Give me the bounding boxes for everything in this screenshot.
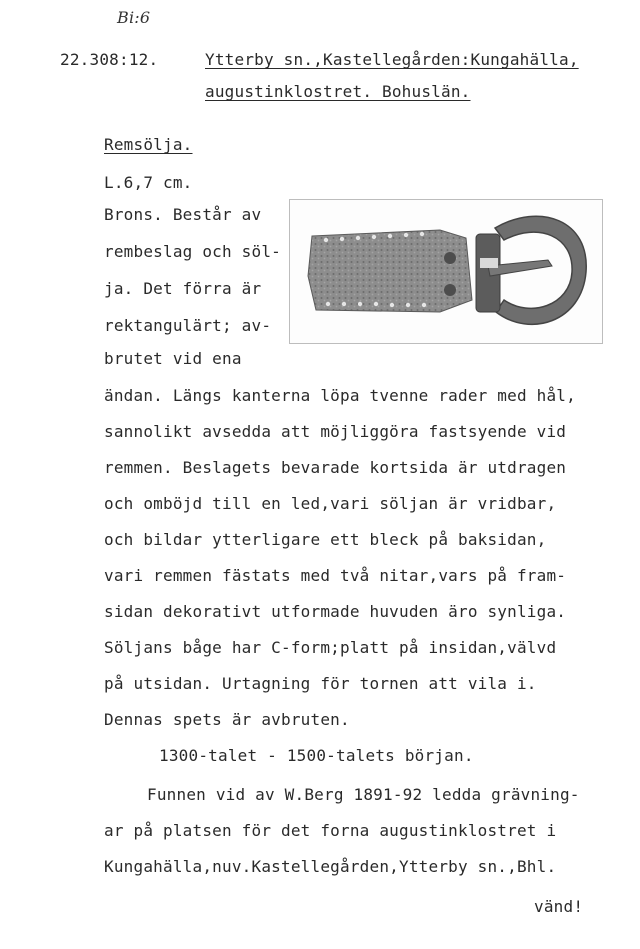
buckle-photograph <box>289 199 603 344</box>
handwritten-mark: Bi:6 <box>117 8 151 27</box>
body-line: remmen. Beslagets bevarade kortsida är utdragen <box>104 458 567 477</box>
body-line: och omböjd till en led,vari söljan är vridbar, <box>104 494 557 513</box>
dating-line: 1300-talet - 1500-talets början. <box>159 746 474 765</box>
body-line: ändan. Längs kanterna löpa tvenne rader med hål, <box>104 386 576 405</box>
buckle-image <box>290 200 602 343</box>
body-wrap-line: brutet vid ena <box>104 349 242 368</box>
body-wrap-line: ja. Det förra är <box>104 279 262 298</box>
body-line: och bildar ytterligare ett bleck på baksidan, <box>104 530 547 549</box>
body-line: Söljans båge har C-form;platt på insidan,välvd <box>104 638 557 657</box>
object-title: Remsölja. <box>104 135 193 154</box>
body-line: på utsidan. Urtagning för tornen att vila i. <box>104 674 537 693</box>
body-line: Dennas spets är avbruten. <box>104 710 350 729</box>
body-line: vari remmen fästats med två nitar,vars på fram- <box>104 566 567 585</box>
header-location-line1: Ytterby sn.,Kastellegården:Kungahälla, <box>205 50 579 69</box>
find-line: Funnen vid av W.Berg 1891-92 ledda grävning- <box>147 785 580 804</box>
turn-over-note: vänd! <box>534 897 584 916</box>
header-location-line2: augustinklostret. Bohuslän. <box>205 82 471 101</box>
body-line: sannolikt avsedda att möjliggöra fastsyende vid <box>104 422 567 441</box>
catalog-number: 22.308:12. <box>60 50 159 69</box>
object-length: L.6,7 cm. <box>104 173 193 192</box>
body-line: sidan dekorativt utformade huvuden äro synliga. <box>104 602 567 621</box>
body-wrap-line: Brons. Består av <box>104 205 262 224</box>
find-line: ar på platsen för det forna augustinklostret i <box>104 821 557 840</box>
body-wrap-line: rektangulärt; av- <box>104 316 272 335</box>
body-wrap-line: rembeslag och söl- <box>104 242 281 261</box>
find-line: Kungahälla,nuv.Kastellegården,Ytterby sn.,Bhl. <box>104 857 557 876</box>
